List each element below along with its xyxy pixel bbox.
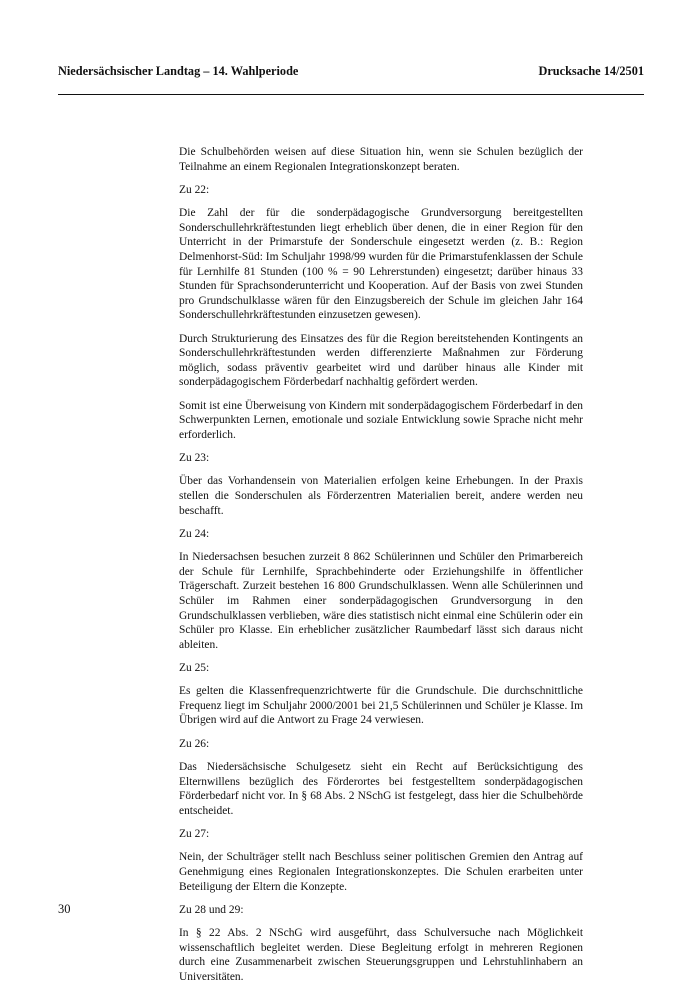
document-body	[179, 145, 583, 993]
paragraph-22-structuring: Durch Strukturierung des Einsatzes des für die Region bereitstehenden Kontingents an Sonderschullehrkräftestunden werden differenzierte Maßnahmen zur Förderung möglich, sodass präventiv gearbeitet wird und darüber hinaus alle Kinder mit sonderpädagogischem Förderbedarf nachhaltig gefördert werden.	[179, 332, 583, 389]
section-heading-27: Zu 27:	[179, 828, 210, 841]
section-heading-23: Zu 23:	[179, 452, 210, 465]
paragraph-intro: Die Schulbehörden weisen auf diese Situation hin, wenn sie Schulen bezüglich der Teilnahme an einem Regionalen Integrationskonzept beraten.	[179, 146, 583, 173]
paragraph-25: Es gelten die Klassenfrequenzrichtwerte für die Grundschule. Die durchschnittliche Frequenz liegt im Schuljahr 2000/2001 bei 21,5 Schülerinnen und Schüler je Klasse. Im Übrigen wird auf die Antwort zu Frage 24 verwiesen.	[179, 685, 583, 727]
paragraph-26: Das Niedersächsische Schulgesetz sieht ein Recht auf Berücksichtigung des Elternwillens bezüglich des Förderortes bei festgestelltem sonderpädagogischen Förderbedarf nicht vor. In § 68 Abs. 2 NSchG ist festgelegt, dass hier die Schulbehörde entscheidet.	[179, 761, 583, 817]
paragraph-22-hours: Die Zahl der für die sonderpädagogische Grundversorgung bereitgestellten Sonderschullehrkräftestunden liegt erheblich über denen, die in einer Region für den Unterricht in der Primarstufe der Sonderschule eingesetzt werden (z. B.: Region Delmenhorst-Süd: Im Schuljahr 1998/99 wurden für die Primarstufenklassen der Schule für Lernhilfe 81 Stunden (100 % = 90 Lehrerstunden) eingesetzt; darüber hinaus 33 Stunden für Sprachsonderunterricht und Kooperation. Auf der Basis von zwei Stunden pro Grundschulklasse wären für den Einzugsbereich der Schule im gleichen Jahr 164 Sonderschullehrkräftestunden einzusetzen gewesen).	[179, 207, 583, 322]
paragraph-23: Über das Vorhandensein von Materialien erfolgen keine Erhebungen. In der Praxis stellen die Sonderschulen als Förderzentren Materialien bereit, andere werden neu beschafft.	[179, 475, 583, 517]
paragraph-28-29: In § 22 Abs. 2 NSchG wird ausgeführt, dass Schulversuche nach Möglichkeit wissenschaftlich begleitet werden. Diese Begleitung erfolgt in mehreren Regionen durch eine Zusammenarbeit zwischen Steuerungsgruppen und Lehrstuhlinhabern an Universitäten.	[179, 927, 583, 983]
section-heading-22: Zu 22:	[179, 183, 210, 196]
header-parliament-title: Niedersächsischer Landtag – 14. Wahlperiode	[58, 64, 299, 78]
paragraph-24: In Niedersachsen besuchen zurzeit 8 862 Schülerinnen und Schüler den Primarbereich der Schule für Lernhilfe, Sprachbehinderte oder Erziehungshilfe in öffentlicher Trägerschaft. Zurzeit bestehen 16 800 Grundschulklassen. Wenn alle Schülerinnen und Schüler im Rahmen einer sonderpädagogischen Grundversorgung in den Grundschulklassen verblieben, wäre dies statistisch nicht einmal eine Schülerin oder ein Schüler pro Klasse. Ein erheblicher zusätzlicher Raumbedarf lässt sich daraus nicht ableiten.	[179, 551, 583, 651]
section-heading-26: Zu 26:	[179, 737, 210, 750]
section-heading-25: Zu 25:	[179, 662, 210, 674]
header-document-number: Drucksache 14/2501	[538, 64, 644, 78]
paragraph-27: Nein, der Schulträger stellt nach Beschluss seiner politischen Gremien den Antrag auf Genehmigung eines Regionalen Integrationskonzeptes. Die Schulen erarbeiten unter Beteiligung der Eltern die Konzepte.	[179, 851, 583, 893]
paragraph-22-referral: Somit ist eine Überweisung von Kindern mit sonderpädagogischem Förderbedarf in den Schwerpunkten Lernen, emotionale und soziale Entwicklung sowie Sprache nicht mehr erforderlich.	[179, 399, 583, 441]
section-heading-28-29: Zu 28 und 29:	[179, 903, 244, 916]
header-divider	[58, 94, 644, 95]
section-heading-24: Zu 24:	[179, 527, 210, 540]
page-number: 30	[58, 902, 71, 916]
page-header	[58, 64, 644, 79]
